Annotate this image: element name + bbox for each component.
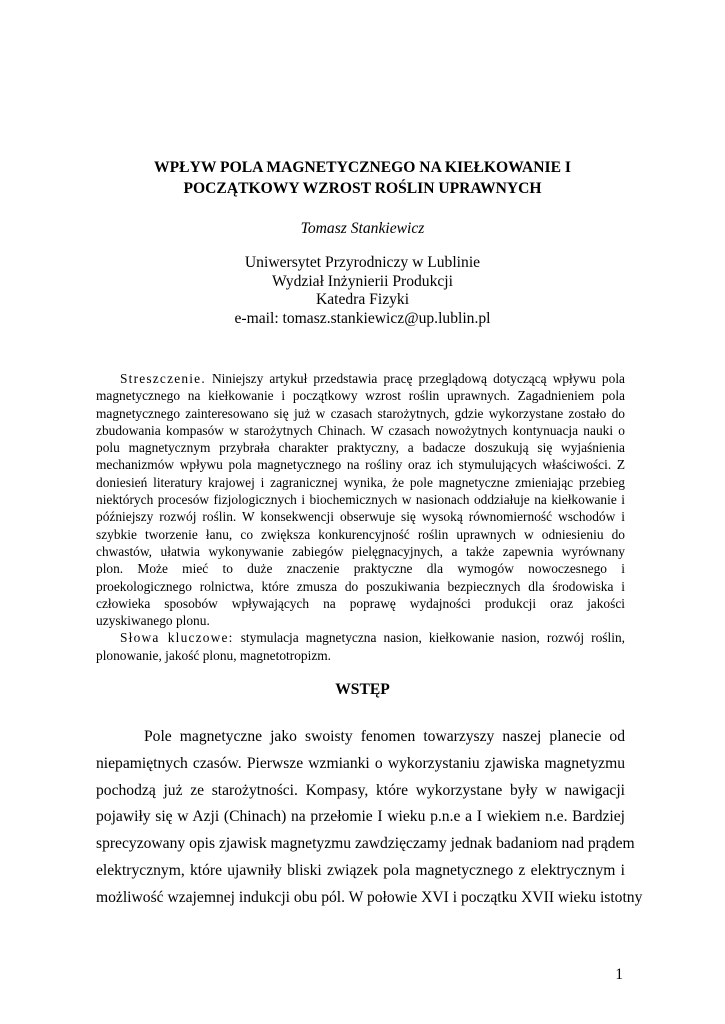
abstract-line: proekologicznego rolnictwa, które zmusza do poszukiwania bezpiecznych dla środowiska i: [96, 578, 625, 594]
affiliation-email: e-mail: tomasz.stankiewicz@up.lublin.pl: [234, 309, 491, 327]
abstract-line: polu magnetycznym przybrała charakter praktyczny, a badacze doszukują się wyjaśnienia: [96, 440, 625, 456]
affiliation-department: Katedra Fizyki: [315, 291, 410, 308]
keywords-line: plonowanie, jakość plonu, magnetotropizm.: [96, 647, 332, 663]
affiliation-block: [0, 254, 725, 328]
abstract-line: szybkie tworzenie łanu, co zwiększa konkurencyjność roślin uprawnych w odniesieniu do: [96, 526, 625, 542]
abstract-line: magnetycznego zainteresowano się już w czasach starożytnych, gdzie wykorzystane zostało do: [96, 405, 625, 421]
body-line: możliwość wzajemnej indukcji obu pól. W połowie XVI i początku XVII wieku istotny: [96, 888, 643, 906]
body-line: niepamiętnych czasów. Pierwsze wzmianki o wykorzystaniu zjawiska magnetyzmu: [96, 754, 625, 772]
abstract-line: późniejszy rozwój roślin. W konsekwencji obserwuje się wysoką równomierność wschodów i: [96, 509, 625, 525]
body-line: Pole magnetyczne jako swoisty fenomen towarzyszy naszej planecie od: [144, 728, 625, 745]
body-line: pochodzą już ze starożytności. Kompasy, które wykorzystane były w nawigacji: [96, 781, 625, 799]
abstract-line: magnetycznego na kiełkowanie i początkowy wzrost roślin uprawnych. Zagadnieniem pola: [96, 388, 625, 404]
section-heading: WSTĘP: [335, 681, 390, 698]
keywords-label: Słowa kluczowe:: [120, 630, 234, 646]
affiliation-faculty: Wydział Inżynierii Produkcji: [272, 272, 453, 290]
body-line: sprecyzowany opis zjawisk magnetyzmu zawdzięczamy jednak badaniom nad prądem: [96, 835, 635, 853]
abstract-line: niektórych procesów fizjologicznych i biochemicznych w nasionach oddziałuje na kiełkowanie i: [96, 492, 625, 508]
author-name: Tomasz Stankiewicz: [300, 220, 425, 237]
section-body: [96, 724, 643, 912]
abstract-line: doniesień literatury krajowej i zagranicznej wynika, że pole magnetyczne zmieniając przebieg: [96, 474, 625, 490]
abstract-line: uzyskiwanego plonu.: [96, 613, 210, 629]
abstract-line: chwastów, ułatwia wykonywanie zabiegów pielęgnacyjnych, a także zapewnia wyrównany: [96, 543, 625, 559]
abstract-line: mechanizmów wpływu pola magnetycznego na rośliny oraz ich stymulujących właściwości. Z: [96, 457, 625, 473]
abstract: [96, 370, 625, 664]
abstract-label: Streszczenie.: [120, 371, 206, 386]
abstract-line: plon. Może mieć to duże znaczenie praktyczne dla wymogów nowoczesnego i: [96, 561, 625, 577]
page-number: 1: [615, 966, 623, 983]
body-line: pojawiły się w Azji (Chinach) na przełomie I wieku p.n.e a I wiekiem n.e. Bardziej: [96, 808, 625, 826]
body-line: elektrycznym, które ujawniły bliski związek pola magnetycznego z elektrycznym i: [96, 861, 625, 879]
paper-title-line-2: POCZĄTKOWY WZROST ROŚLIN UPRAWNYCH: [183, 180, 542, 197]
keywords-line: Słowa kluczowe: stymulacja magnetyczna nasion, kiełkowanie nasion, rozwój roślin,: [120, 630, 625, 646]
paper-title: [100, 157, 625, 199]
abstract-line: człowieka sposobów wpływających na poprawę wydajności produkcji oraz jakości: [96, 595, 625, 611]
paper-title-line-1: WPŁYW POLA MAGNETYCZNEGO NA KIEŁKOWANIE I: [154, 159, 571, 176]
abstract-line: Streszczenie. Niniejszy artykuł przedstawia pracę przeglądową dotyczącą wpływu pola: [120, 371, 625, 386]
affiliation-university: Uniwersytet Przyrodniczy w Lublinie: [244, 254, 481, 271]
abstract-line: zbudowania kompasów w starożytnych Chinach. W czasach nowożytnych kontynuacja nauki o: [96, 422, 625, 438]
